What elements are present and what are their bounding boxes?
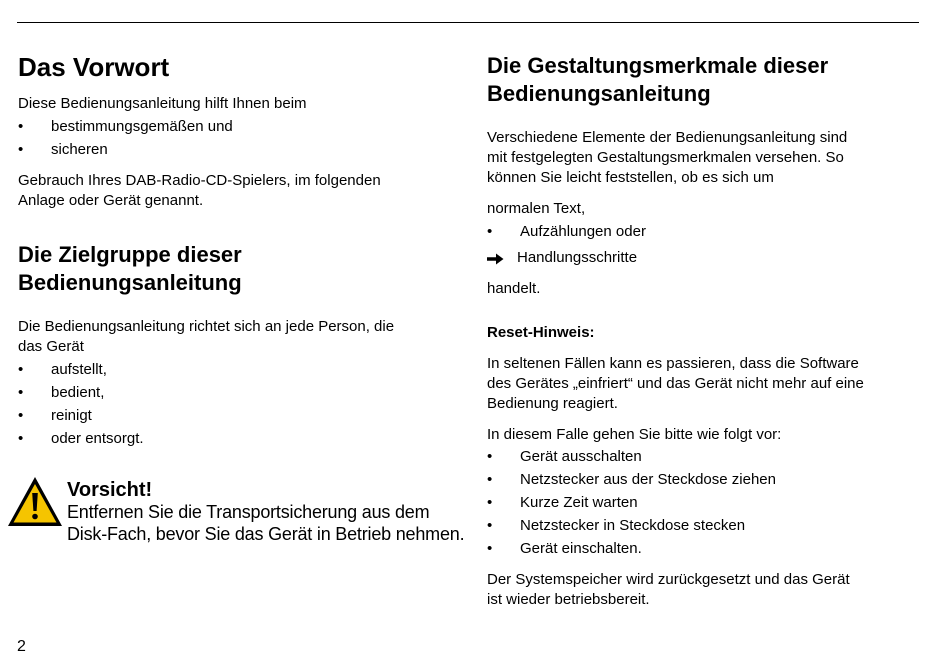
usage-text-line: Gebrauch Ihres DAB-Radio-CD-Spielers, im folgenden (18, 172, 381, 189)
final-text-line: ist wieder betriebsbereit. (487, 591, 650, 608)
audience-text-line: das Gerät (18, 338, 84, 355)
design-text-line: mit festgelegten Gestaltungsmerkmalen versehen. So (487, 149, 844, 166)
bullet-icon: • (18, 430, 24, 447)
bullet-icon: • (18, 384, 24, 401)
audience-heading: Bedienungsanleitung (18, 270, 242, 295)
reset-text-line: des Gerätes „einfriert“ und das Gerät nicht mehr auf eine (487, 375, 864, 392)
reset-text-line: In seltenen Fällen kann es passieren, dass die Software (487, 355, 859, 372)
arrow-right-icon (487, 253, 504, 265)
bullet-icon: • (487, 223, 493, 240)
top-rule (17, 22, 919, 23)
design-text-line: Verschiedene Elemente der Bedienungsanleitung sind (487, 129, 848, 146)
bullet-icon: • (18, 141, 24, 158)
caution-text-line: Disk-Fach, bevor Sie das Gerät in Betrieb nehmen. (67, 524, 465, 544)
bullet-icon: • (487, 494, 493, 511)
reset-heading: Reset-Hinweis: (487, 324, 595, 341)
caution-text-line: Entfernen Sie die Transportsicherung aus dem (67, 502, 430, 522)
steps-intro: In diesem Falle gehen Sie bitte wie folgt vor: (487, 426, 782, 443)
final-text-line: Der Systemspeicher wird zurückgesetzt und das Gerät (487, 571, 850, 588)
bullet-icon: • (18, 118, 24, 135)
normal-text-example: normalen Text, (487, 200, 586, 217)
bullet-icon: • (487, 540, 493, 557)
usage-text-line: Anlage oder Gerät genannt. (18, 192, 204, 209)
bullet-icon: • (487, 517, 493, 534)
bullet-icon: • (487, 448, 493, 465)
page-number: 2 (17, 638, 26, 655)
audience-text-line: Die Bedienungsanleitung richtet sich an jede Person, die (18, 318, 395, 335)
design-features-heading: Bedienungsanleitung (487, 81, 711, 106)
reset-text-line: Bedienung reagiert. (487, 395, 618, 412)
intro-text: Diese Bedienungsanleitung hilft Ihnen beim (18, 95, 307, 112)
bullet-icon: • (18, 361, 24, 378)
warning-triangle-icon (6, 475, 64, 529)
design-features-heading: Die Gestaltungsmerkmale dieser (487, 53, 829, 78)
handelt-text: handelt. (487, 280, 541, 297)
page-title: Das Vorwort (18, 52, 170, 82)
bullet-icon: • (18, 407, 24, 424)
audience-heading: Die Zielgruppe dieser (18, 242, 242, 267)
caution-title: Vorsicht! (67, 479, 153, 501)
design-text-line: können Sie leicht feststellen, ob es sich um (487, 169, 774, 186)
bullet-icon: • (487, 471, 493, 488)
